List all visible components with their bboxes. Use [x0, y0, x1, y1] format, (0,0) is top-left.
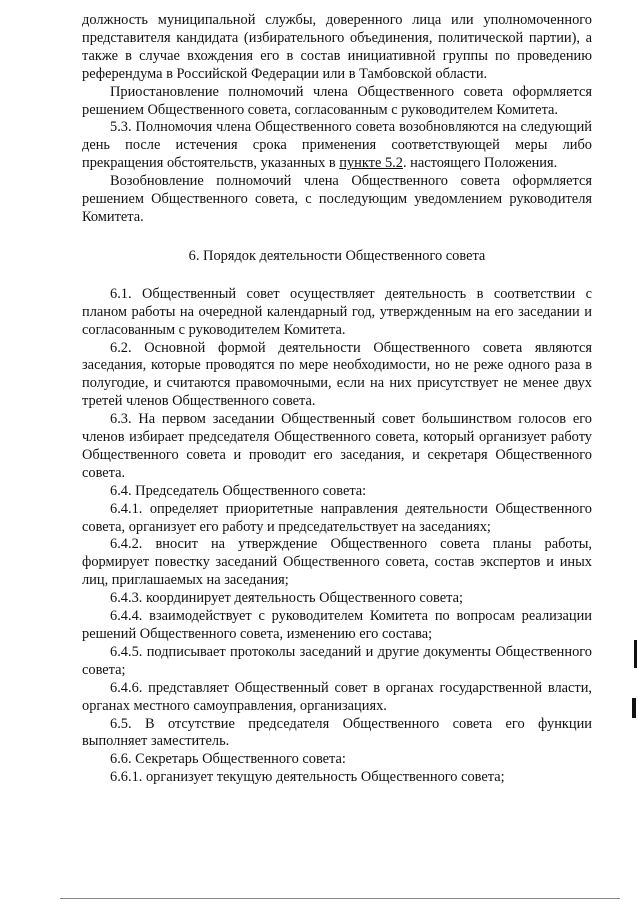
paragraph-6-4-2: 6.4.2. вносит на утверждение Общественного совета планы работы, формирует повестку заседаний Общественного совета, состав экспертов и иных лиц, приглашаемых на заседания; [82, 536, 592, 589]
paragraph-6-6-1: 6.6.1. организует текущую деятельность Общественного совета; [110, 769, 505, 786]
scan-edge-mark-upper [634, 640, 637, 668]
section-6-heading: 6. Порядок деятельности Общественного совета [188, 247, 486, 264]
paragraph-6-6: 6.6. Секретарь Общественного совета: [110, 751, 346, 768]
paragraph-5-3-text-before: 5.3. Полномочия члена Общественного совета возобновляются на следующий день после истечения срока применения соответствующей меры либо прекращения обстоятельств, указанных в [82, 119, 592, 172]
paragraph-6-4-6: 6.4.6. представляет Общественный совет в органах государственной власти, органах местного самоуправления, организациях. [82, 679, 592, 714]
clause-5-2-link[interactable]: пункте 5.2 [339, 155, 403, 172]
paragraph-6-4-5: 6.4.5. подписывает протоколы заседаний и другие документы Общественного совета; [82, 643, 592, 678]
paragraph-6-5: 6.5. В отсутствие председателя Общественного совета его функции выполняет заместитель. [82, 715, 592, 750]
scan-edge-mark-lower [632, 698, 636, 718]
scan-bottom-edge [60, 898, 620, 899]
paragraph-5-3 [82, 119, 592, 173]
paragraph-5-3-text-after: . настоящего Положения. [402, 155, 558, 172]
paragraph-continuation: должность муниципальной службы, доверенного лица или уполномоченного представителя кандидата (избирательного объединения, политической партии), а также в случае вхождения его в состав инициативной группы по проведению референдума в Российской Федерации или в Тамбовской области. [82, 12, 592, 82]
paragraph-6-4-1: 6.4.1. определяет приоритетные направления деятельности Общественного совета, организует его работу и председательствует на заседаниях; [82, 500, 592, 535]
document-body [82, 12, 592, 787]
paragraph-6-1: 6.1. Общественный совет осуществляет деятельность в соответствии с планом работы на очередной календарный год, утвержденным на его заседании и согласованным с руководителем Комитета. [82, 285, 592, 338]
paragraph-6-2: 6.2. Основной формой деятельности Общественного совета являются заседания, которые проводятся по мере необходимости, но не реже одного раза в полугодие, и считаются правомочными, если на них присутствует не менее двух третей членов Общественного совета. [82, 339, 592, 410]
paragraph-suspension: Приостановление полномочий члена Общественного совета оформляется решением Общественного совета, согласованным с руководителем Комитета. [82, 83, 592, 118]
paragraph-6-4-4: 6.4.4. взаимодействует с руководителем Комитета по вопросам реализации решений Общественного совета, изменению его состава; [82, 608, 592, 642]
paragraph-6-4: 6.4. Председатель Общественного совета: [110, 482, 367, 499]
paragraph-6-4-3: 6.4.3. координирует деятельность Общественного совета; [110, 590, 463, 607]
paragraph-resumption: Возобновление полномочий члена Общественного совета оформляется решением Общественного совета, с последующим уведомлением руководителя Комитета. [82, 173, 592, 225]
paragraph-6-3: 6.3. На первом заседании Общественный совет большинством голосов его членов избирает председателя Общественного совета, который организует работу Общественного совета и проводит его заседания, и секретаря Общественного совета. [82, 411, 592, 481]
